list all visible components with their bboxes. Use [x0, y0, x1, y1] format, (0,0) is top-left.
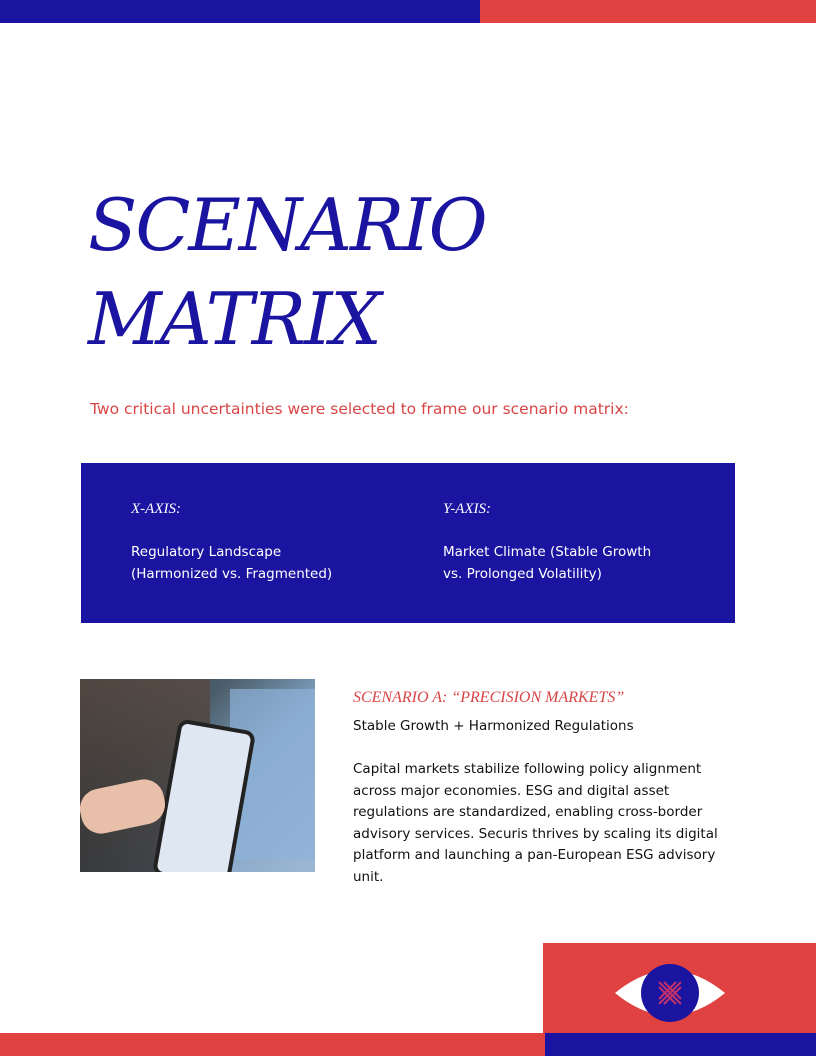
y-axis-heading: Y-AXIS: — [443, 501, 492, 517]
bottom-bar-blue — [545, 1033, 816, 1056]
title-line-2: MATRIX — [88, 277, 380, 361]
intro-text: Two critical uncertainties were selected to frame our scenario matrix: — [90, 400, 629, 418]
page-title — [88, 178, 486, 366]
x-axis-heading: X-AXIS: — [131, 501, 181, 517]
eye-logo-icon — [543, 943, 816, 1033]
y-axis-block — [443, 501, 703, 585]
scenario-heading: SCENARIO A: “PRECISION MARKETS” — [353, 689, 625, 706]
logo-block — [543, 943, 816, 1033]
title-line-1: SCENARIO — [88, 183, 486, 267]
scenario-subtitle: Stable Growth + Harmonized Regulations — [353, 718, 634, 734]
top-bar-blue — [0, 0, 480, 23]
x-axis-block — [131, 501, 391, 585]
scenario-body: Capital markets stabilize following policy alignment across major economies. ESG and digital asset regulations are standardized, enabling cross-border advisory services. Securis thrives by scaling its digital platform and launching a pan-European ESG advisory unit. — [353, 761, 718, 885]
y-axis-text: Market Climate (Stable Growth vs. Prolonged Volatility) — [443, 544, 652, 582]
x-axis-text: Regulatory Landscape (Harmonized vs. Fragmented) — [131, 544, 333, 582]
stock-market-photo — [80, 679, 315, 872]
bottom-bar-red — [0, 1033, 545, 1056]
top-bar-red — [480, 0, 816, 23]
axes-panel — [81, 463, 735, 623]
